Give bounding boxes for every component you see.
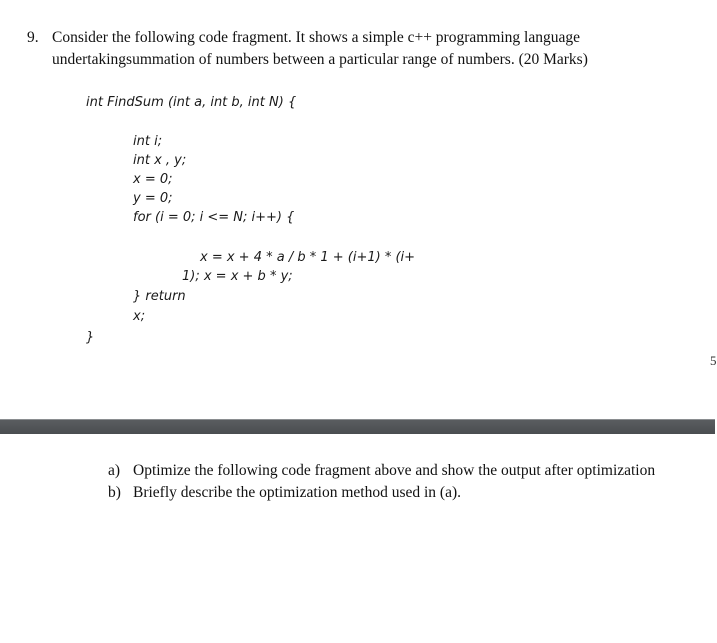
code-line: x = x + 4 * a / b * 1 + (i+1) * (i+ <box>200 250 416 265</box>
code-line: for (i = 0; i <= N; i++) { <box>133 210 295 225</box>
function-signature: int FindSum (int a, int b, int N) { <box>86 95 297 110</box>
code-line: y = 0; <box>133 191 173 206</box>
section-divider <box>0 419 715 434</box>
code-line: int x , y; <box>133 153 187 168</box>
part-b-text: Briefly describe the optimization method used in (a). <box>133 484 461 501</box>
code-line: x = 0; <box>133 172 173 187</box>
part-a-text: Optimize the following code fragment above and show the output after optimization <box>133 462 656 479</box>
closing-brace: } <box>86 330 95 345</box>
part-b-label: b) <box>108 484 121 501</box>
code-line: } return <box>133 289 186 304</box>
part-a-label: a) <box>108 462 121 479</box>
page-edge-mark: 5 <box>710 353 717 368</box>
code-line: int i; <box>133 134 163 149</box>
question-text-line-2: undertakingsummation of numbers between a particular range of numbers. (20 Marks) <box>52 51 588 68</box>
code-line: 1); x = x + b * y; <box>182 269 293 284</box>
question-number: 9. <box>27 29 39 46</box>
code-line: x; <box>133 309 146 324</box>
question-text-line-1: Consider the following code fragment. It shows a simple c++ programming language <box>52 29 580 46</box>
